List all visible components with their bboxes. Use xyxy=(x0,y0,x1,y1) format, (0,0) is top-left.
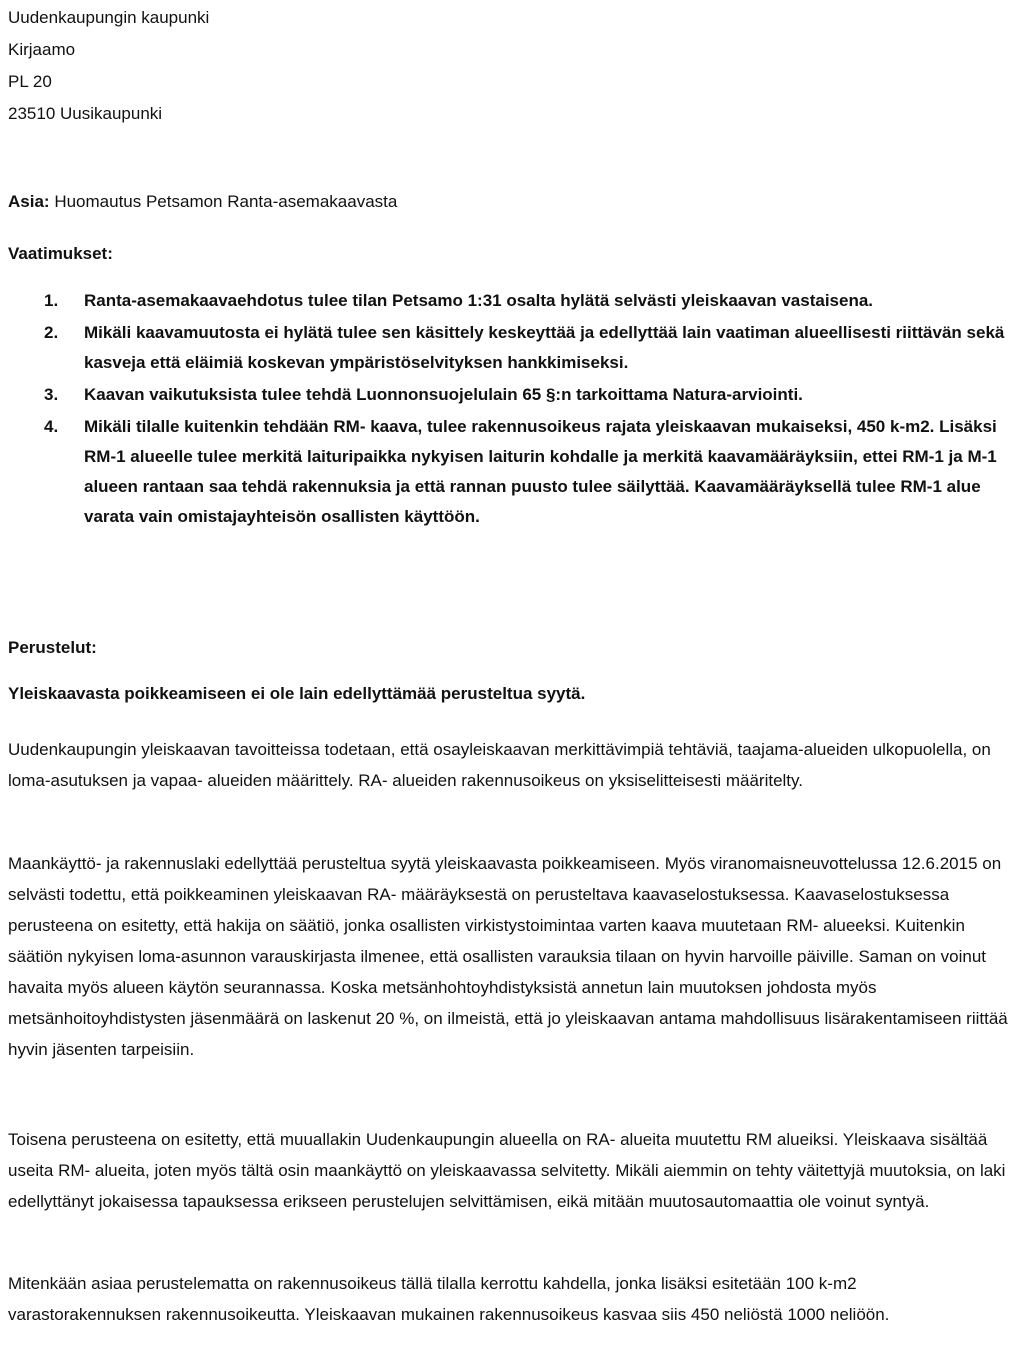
requirement-text: Mikäli kaavamuutosta ei hylätä tulee sen käsittely keskeyttää ja edellyttää lain vaatiman alueellisesti riittävän sekä kasveja että eläimiä koskevan ympäristöselvityksen hankkimiseksi. xyxy=(84,323,1005,372)
subject-text: Huomautus Petsamon Ranta-asemakaavasta xyxy=(54,192,398,211)
address-line-postal: 23510 Uusikaupunki xyxy=(8,104,163,123)
reasons-paragraph: Mitenkään asiaa perustelematta on rakennusoikeus tällä tilalla kerrottu kahdella, jonka lisäksi esitetään 100 k-m2 varastorakennuksen rakennusoikeutta. Yleiskaavan mukainen rakennusoikeus kasvaa siis 450 neliöstä 1000 neliöön. xyxy=(8,1274,890,1324)
reasons-heading: Yleiskaavasta poikkeamiseen ei ole lain edellyttämää perusteltua syytä. xyxy=(8,684,586,703)
requirements-list xyxy=(44,286,1014,534)
requirement-number: 3. xyxy=(44,385,59,404)
requirement-text: Ranta-asemakaavaehdotus tulee tilan Petsamo 1:31 osalta hylätä selvästi yleiskaavan vastaisena. xyxy=(84,291,874,310)
address-line-po-box: PL 20 xyxy=(8,72,52,91)
requirement-number: 2. xyxy=(44,323,59,342)
requirements-label: Vaatimukset: xyxy=(8,244,113,263)
reasons-label: Perustelut: xyxy=(8,638,97,657)
requirement-text: Mikäli tilalle kuitenkin tehdään RM- kaava, tulee rakennusoikeus rajata yleiskaavan mukaiseksi, 450 k-m2. Lisäksi RM-1 alueelle tulee merkitä laituripaikka nykyisen laiturin kohdalle ja merkitä kaavamääräyksiin, ettei RM-1 ja M-1 alueen rantaan saa tehdä rakennuksia ja että rannan puusto tulee säilyttää. Kaavamääräyksellä tulee RM-1 alue varata vain omistajayhteisön osallisten käyttöön. xyxy=(84,417,997,526)
subject-label: Asia: xyxy=(8,192,50,211)
requirement-number: 4. xyxy=(44,417,59,436)
recipient-address xyxy=(8,2,209,130)
requirement-text: Kaavan vaikutuksista tulee tehdä Luonnonsuojelulain 65 §:n tarkoittama Natura-arviointi. xyxy=(84,385,803,404)
requirement-item xyxy=(44,318,1014,378)
requirement-item xyxy=(44,380,1014,410)
subject-line xyxy=(8,192,397,212)
address-line-department: Kirjaamo xyxy=(8,40,76,59)
requirement-item xyxy=(44,412,1014,532)
reasons-paragraph: Toisena perusteena on esitetty, että muuallakin Uudenkaupungin alueella on RA- alueita muutettu RM alueiksi. Yleiskaava sisältää useita RM- alueita, joten myös tältä osin maankäyttö on yleiskaavassa selvitetty. Mikäli aiemmin on tehty väitettyjä muutoksia, on laki edellyttänyt jokaisessa tapauksessa erikseen perustelujen selvittämisen, eikä mitään muutosautomaattia ole voinut syntyä. xyxy=(8,1130,1006,1211)
address-line-organization: Uudenkaupungin kaupunki xyxy=(8,8,210,27)
requirement-number: 1. xyxy=(44,291,59,310)
reasons-paragraph: Uudenkaupungin yleiskaavan tavoitteissa todetaan, että osayleiskaavan merkittävimpiä tehtäviä, taajama-alueiden ulkopuolella, on loma-asutuksen ja vapaa- alueiden määrittely. RA- alueiden rakennusoikeus on yksiselitteisesti määritelty. xyxy=(8,740,991,790)
requirement-item xyxy=(44,286,1014,316)
reasons-paragraph: Maankäyttö- ja rakennuslaki edellyttää perusteltua syytä yleiskaavasta poikkeamiseen. Myös viranomaisneuvottelussa 12.6.2015 on selvästi todettu, että poikkeaminen yleiskaavan RA- määräyksestä on perusteltava kaavaselostuksessa. Kaavaselostuksessa perusteena on esitetty, että hakija on säätiö, jonka osallisten virkistystoimintaa varten kaava muutetaan RM- alueeksi. Kuitenkin säätiön nykyisen loma-asunnon varauskirjasta ilmenee, että osallisten varauksia tilaan on hyvin harvoille päiville. Saman on voinut havaita myös alueen käytön seurannassa. Koska metsänhohtoyhdistyksistä annetun lain muutoksen johdosta myös metsänhoitoyhdistysten jäsenmäärä on laskenut 20 %, on ilmeistä, että jo yleiskaavan antama mahdollisuus lisärakentamiseen riittää hyvin jäsenten tarpeisiin. xyxy=(8,854,1008,1059)
